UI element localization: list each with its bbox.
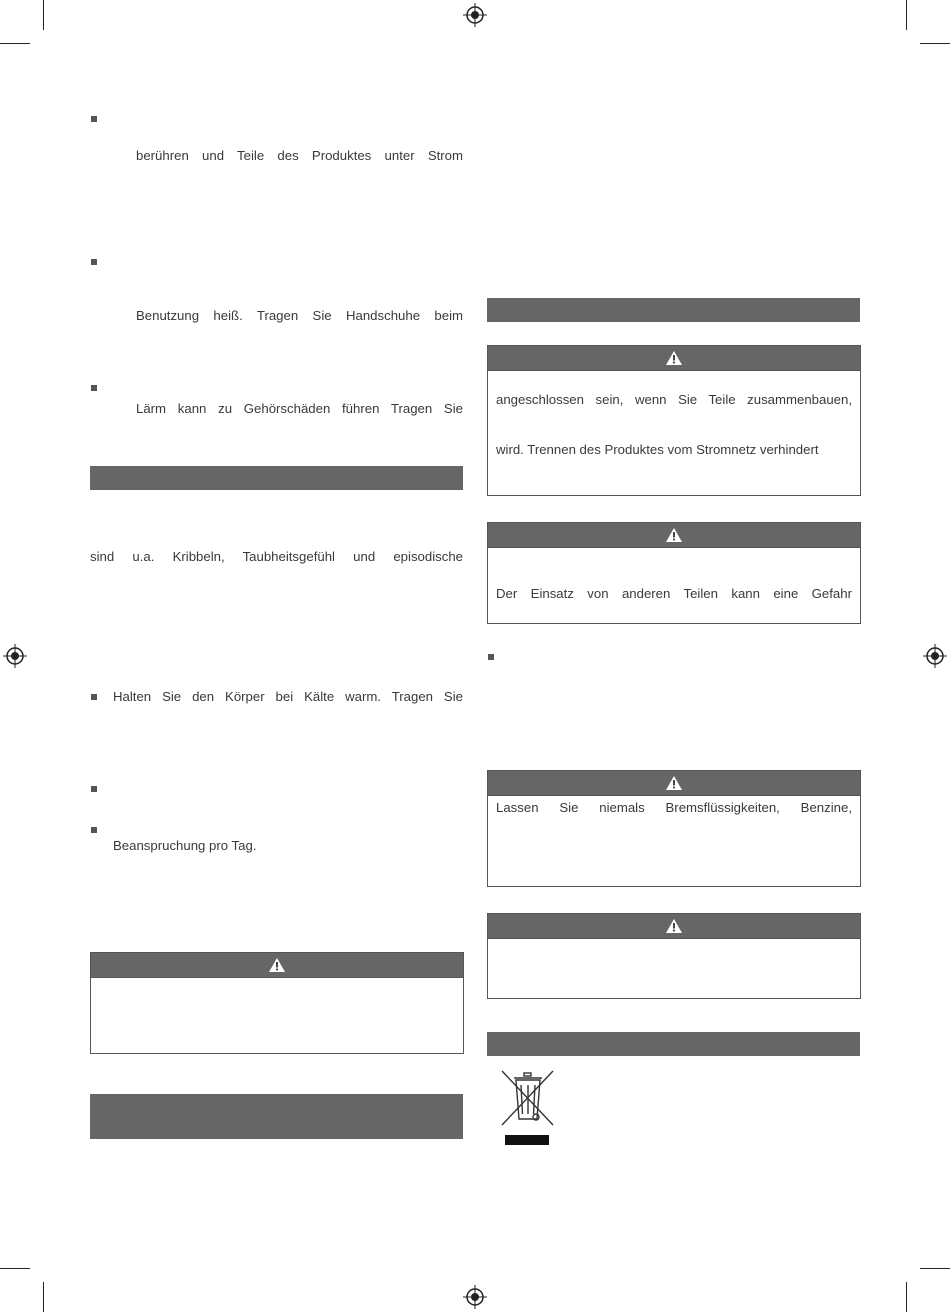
bullet1-text-line: berühren und Teile des Produktes unter Strom	[136, 148, 463, 163]
warning-box	[90, 952, 464, 1054]
crossed-out-wheelie-bin-icon	[500, 1069, 556, 1149]
crop-mark-top-right-v	[906, 0, 907, 30]
bullet-marker	[91, 827, 97, 833]
warning2-text-line: Der Einsatz von anderen Teilen kann eine Gefahr	[496, 586, 852, 601]
warning-header	[488, 523, 860, 548]
section-header-bar	[487, 298, 860, 322]
registration-mark-icon	[463, 3, 487, 27]
warning-header	[488, 346, 860, 371]
bullet-marker	[488, 654, 494, 660]
warning1-text-line: angeschlossen sein, wenn Sie Teile zusammenbauen,	[496, 392, 852, 407]
section-header-bar	[90, 466, 463, 490]
crop-mark-bottom-right-h	[920, 1268, 950, 1269]
warning3-text-line: Lassen Sie niemals Bremsflüssigkeiten, Benzine,	[496, 800, 852, 815]
bullet3-text-line: Lärm kann zu Gehörschäden führen Tragen Sie	[136, 401, 463, 416]
bullet4-text-line: Halten Sie den Körper bei Kälte warm. Tragen Sie	[113, 689, 463, 704]
warning1-text-line: wird. Trennen des Produktes vom Stromnetz verhindert	[496, 442, 819, 457]
warning-triangle-icon	[665, 350, 683, 366]
crop-mark-bottom-left-v	[43, 1282, 44, 1312]
warning-header	[91, 953, 463, 978]
warning-header	[488, 914, 860, 939]
warning-triangle-icon	[268, 957, 286, 973]
warning-box-2	[487, 522, 861, 624]
warning-triangle-icon	[665, 918, 683, 934]
bullet-marker	[91, 694, 97, 700]
registration-mark-icon	[463, 1285, 487, 1309]
warning-box-3	[487, 770, 861, 887]
bullet-marker	[91, 385, 97, 391]
registration-mark-icon	[3, 644, 27, 668]
warning-triangle-icon	[665, 775, 683, 791]
bullet6-text-line: Beanspruchung pro Tag.	[113, 838, 257, 853]
crop-mark-bottom-right-v	[906, 1282, 907, 1312]
bullet2-text-line: Benutzung heiß. Tragen Sie Handschuhe beim	[136, 308, 463, 323]
warning-box-4	[487, 913, 861, 999]
warning-box-1	[487, 345, 861, 496]
section-header-bar-large	[90, 1094, 463, 1139]
bullet-marker	[91, 786, 97, 792]
section-header-bar	[487, 1032, 860, 1056]
crop-mark-top-left-h	[0, 43, 30, 44]
bullet-marker	[91, 259, 97, 265]
warning-header	[488, 771, 860, 796]
paragraph-text-line: sind u.a. Kribbeln, Taubheitsgefühl und episodische	[90, 549, 463, 564]
crop-mark-top-right-h	[920, 43, 950, 44]
crop-mark-bottom-left-h	[0, 1268, 30, 1269]
registration-mark-icon	[923, 644, 947, 668]
bullet-marker	[91, 116, 97, 122]
crop-mark-top-left-v	[43, 0, 44, 30]
warning-triangle-icon	[665, 527, 683, 543]
